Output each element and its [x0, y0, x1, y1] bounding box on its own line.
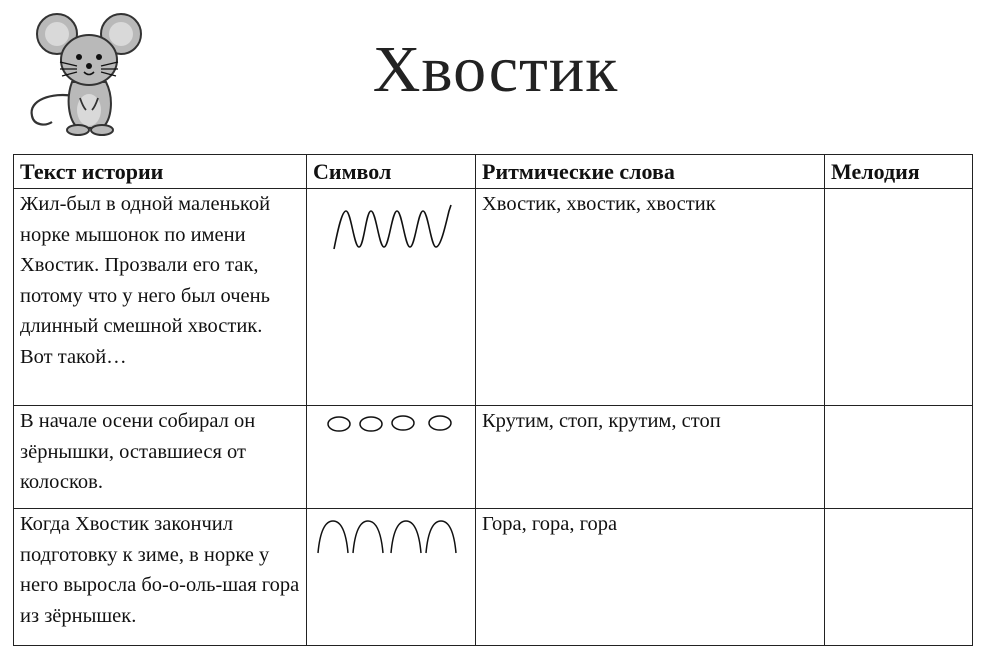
header-melody: Мелодия: [825, 155, 973, 189]
rhythm-words-cell: Гора, гора, гора: [476, 509, 825, 646]
symbol-cell: [307, 189, 476, 406]
symbol-cell: [307, 509, 476, 646]
rhythm-words-cell: Крутим, стоп, крутим, стоп: [476, 406, 825, 509]
symbol-cell: [307, 406, 476, 509]
table-row: [14, 189, 973, 406]
table-header-row: [14, 155, 973, 189]
story-table: [13, 154, 973, 646]
header-story-text: Текст истории: [14, 155, 307, 189]
melody-cell: [825, 406, 973, 509]
melody-cell: [825, 509, 973, 646]
page-title: Хвостик: [372, 33, 619, 106]
story-text-cell: В начале осени собирал он зёрнышки, оставшиеся от колосков.: [14, 406, 307, 509]
table-row: [14, 406, 973, 509]
wavy-line-icon: [313, 189, 481, 259]
story-text-cell: Жил-был в одной маленькой норке мышонок по имени Хвостик. Прозвали его так, потому что у него был очень длинный смешной хвостик. Вот такой…: [14, 189, 307, 406]
melody-cell: [825, 189, 973, 406]
four-ovals-icon: [313, 406, 481, 446]
table-row: [14, 509, 973, 646]
four-arches-icon: [313, 509, 481, 559]
story-text-cell: Когда Хвостик закончил подготовку к зиме, в норке у него выросла бо-о-оль-шая гора из зёрнышек.: [14, 509, 307, 646]
header-rhythm-words: Ритмические слова: [476, 155, 825, 189]
rhythm-words-cell: Хвостик, хвостик, хвостик: [476, 189, 825, 406]
header-symbol: Символ: [307, 155, 476, 189]
